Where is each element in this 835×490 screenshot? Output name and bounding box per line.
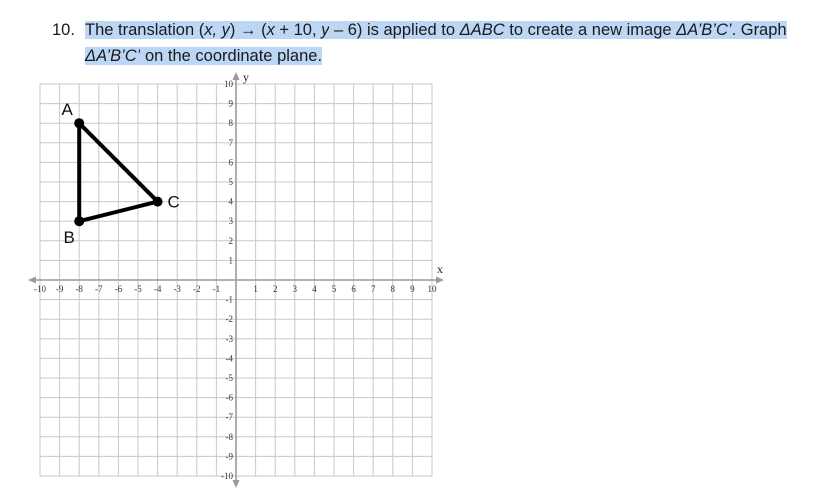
y-axis-arrow-bottom — [233, 480, 240, 488]
y-tick-label: -2 — [225, 314, 233, 325]
x-tick-label: 9 — [410, 284, 415, 294]
y-axis-label: y — [243, 70, 249, 84]
text-segment: ΔABC — [459, 21, 505, 39]
x-tick-label: 10 — [427, 284, 437, 294]
text-segment: x — [266, 21, 275, 39]
y-tick-label: 6 — [228, 157, 233, 168]
y-tick-label: 10 — [224, 79, 233, 89]
y-tick-label: -4 — [225, 353, 233, 364]
vertex-label: A — [61, 100, 73, 120]
x-tick-label: -7 — [95, 284, 103, 294]
text-segment: y — [321, 21, 330, 39]
x-tick-label: 1 — [253, 284, 258, 294]
x-tick-label: -2 — [193, 284, 201, 294]
x-tick-label: -3 — [173, 284, 181, 294]
x-tick-label: 8 — [390, 284, 396, 294]
text-segment: ΔA’B’C’ — [85, 47, 141, 65]
x-axis-arrow-right — [436, 277, 444, 284]
triangle-abc — [62, 100, 180, 247]
y-tick-label: 7 — [228, 137, 233, 148]
y-tick-label: 4 — [228, 196, 233, 207]
x-tick-label: 3 — [292, 284, 298, 294]
text-segment: to create a new image — [504, 21, 677, 39]
x-tick-label: -4 — [153, 284, 162, 294]
text-segment: on the coordinate plane. — [140, 47, 323, 65]
x-tick-label: 4 — [312, 284, 317, 294]
y-tick-label: -8 — [225, 431, 233, 442]
y-tick-label: 2 — [228, 235, 233, 246]
y-tick-label: -9 — [225, 451, 233, 462]
y-tick-label: -3 — [225, 333, 233, 344]
text-segment: ) → ( — [229, 21, 267, 39]
y-axis-arrow-top — [233, 72, 240, 80]
text-segment: . Graph — [731, 21, 787, 39]
y-tick-label: -6 — [225, 392, 233, 403]
y-tick-label: 3 — [228, 216, 233, 227]
x-tick-label: 7 — [370, 284, 376, 294]
text-segment: x, y — [204, 21, 230, 39]
y-tick-label: 1 — [228, 255, 233, 266]
tick-labels — [34, 70, 443, 481]
x-tick-label: -1 — [212, 284, 221, 294]
text-segment: – 6) is applied to — [329, 21, 460, 39]
x-tick-label: -5 — [134, 284, 142, 294]
vertex-label: C — [167, 192, 180, 212]
y-tick-label: 8 — [228, 118, 233, 129]
vertex-point — [153, 197, 163, 207]
x-tick-label: 2 — [272, 284, 278, 294]
y-tick-label: -5 — [225, 373, 233, 383]
x-axis-label: x — [437, 262, 443, 276]
x-axis-arrow-left — [28, 277, 36, 284]
text-segment: The translation ( — [85, 21, 205, 39]
x-tick-label: 6 — [351, 284, 356, 294]
vertex-point — [74, 216, 84, 226]
text-segment: ΔA’B’C’ — [676, 21, 732, 39]
x-tick-label: -6 — [114, 284, 123, 294]
y-tick-label: 5 — [228, 177, 233, 187]
text-segment: + 10, — [274, 21, 322, 39]
x-tick-label: -9 — [55, 284, 64, 294]
vertex-label: B — [63, 228, 75, 248]
y-tick-label: -10 — [221, 471, 233, 481]
x-tick-label: -10 — [34, 284, 46, 294]
x-tick-label: 5 — [331, 284, 337, 294]
vertex-point — [74, 118, 84, 128]
y-tick-label: 9 — [228, 98, 233, 109]
y-tick-label: -1 — [225, 294, 233, 305]
question-number: 10. — [52, 21, 75, 39]
y-tick-label: -7 — [225, 412, 233, 423]
x-tick-label: -8 — [75, 284, 83, 294]
